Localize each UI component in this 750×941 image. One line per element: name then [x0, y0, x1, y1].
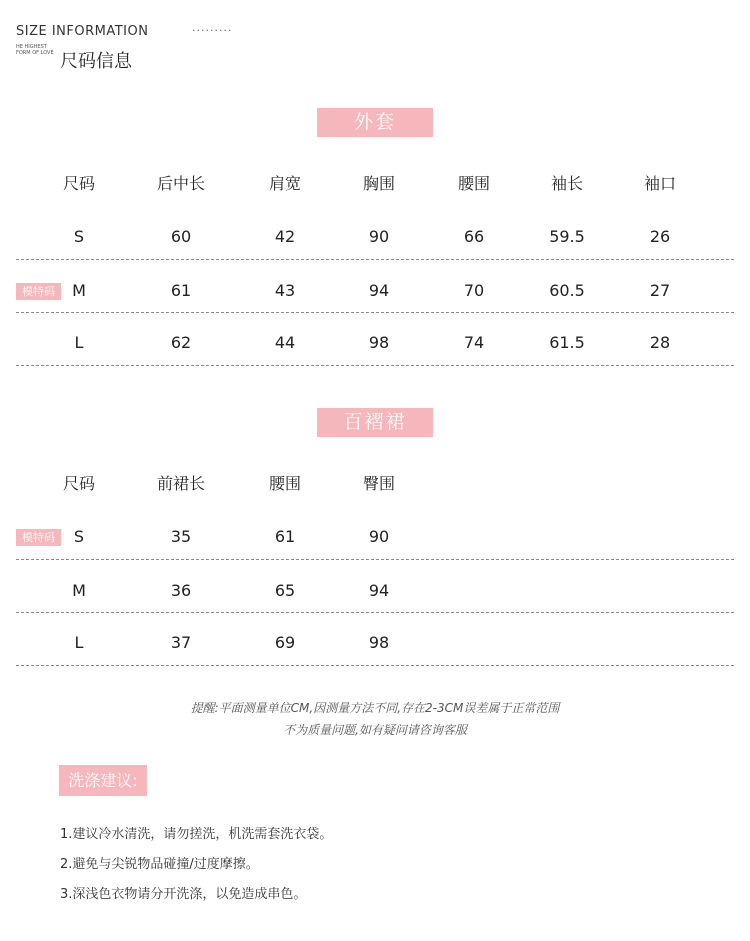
care-item-2: 2.避免与尖锐物品碰撞/过度摩擦。: [60, 857, 259, 872]
jacket-header-cell: 尺码: [62, 174, 96, 193]
jacket-cell: 74: [463, 333, 485, 352]
decorative-dots: ·········: [192, 24, 233, 37]
tagline: [16, 44, 54, 56]
skirt-header-cell: 前裙长: [156, 474, 206, 493]
jacket-header-row: [0, 170, 750, 198]
tagline-line-2: FORM OF LOVE: [16, 50, 54, 56]
skirt-row: [0, 523, 750, 551]
jacket-cell: 66: [463, 227, 485, 246]
skirt-cell: 61: [274, 527, 296, 546]
skirt-cell: M: [72, 581, 86, 600]
skirt-header-row: [0, 470, 750, 498]
skirt-cell: 35: [170, 527, 192, 546]
jacket-cell: 59.5: [549, 227, 585, 246]
section-title-cn: 尺码信息: [60, 51, 132, 72]
jacket-cell: 61.5: [549, 333, 585, 352]
jacket-row: [0, 329, 750, 357]
skirt-cell: S: [73, 527, 85, 546]
jacket-cell: 43: [274, 281, 296, 300]
jacket-cell: 98: [368, 333, 390, 352]
skirt-cell: 94: [368, 581, 390, 600]
jacket-row: [0, 277, 750, 305]
model-size-badge: 模特码: [16, 283, 61, 300]
jacket-cell: 61: [170, 281, 192, 300]
care-item-1: 1.建议冷水清洗，请勿搓洗，机洗需套洗衣袋。: [60, 827, 333, 842]
jacket-banner: 外套: [317, 108, 433, 137]
jacket-row: [0, 223, 750, 251]
jacket-cell: 62: [170, 333, 192, 352]
care-title: 洗涤建议:: [59, 765, 147, 796]
skirt-cell: 65: [274, 581, 296, 600]
jacket-divider: [16, 365, 734, 366]
jacket-cell: 27: [649, 281, 671, 300]
jacket-divider: [16, 312, 734, 313]
skirt-cell: L: [74, 633, 84, 652]
skirt-banner: 百褶裙: [317, 408, 433, 437]
jacket-cell: 60: [170, 227, 192, 246]
tagline-line-1: HE HIGHEST: [16, 44, 47, 50]
skirt-header-cell: 腰围: [268, 474, 302, 493]
jacket-cell: 70: [463, 281, 485, 300]
skirt-divider: [16, 559, 734, 560]
skirt-header-cell: 臀围: [362, 474, 396, 493]
jacket-cell: S: [73, 227, 85, 246]
jacket-header-cell: 后中长: [156, 174, 206, 193]
jacket-header-cell: 胸围: [362, 174, 396, 193]
skirt-header-cell: 尺码: [62, 474, 96, 493]
skirt-row: [0, 629, 750, 657]
skirt-cell: 36: [170, 581, 192, 600]
jacket-divider: [16, 259, 734, 260]
skirt-row: [0, 577, 750, 605]
jacket-header-cell: 腰围: [457, 174, 491, 193]
jacket-cell: L: [74, 333, 84, 352]
care-item-3: 3.深浅色衣物请分开洗涤，以免造成串色。: [60, 887, 307, 902]
skirt-divider: [16, 665, 734, 666]
jacket-cell: 42: [274, 227, 296, 246]
jacket-cell: 90: [368, 227, 390, 246]
jacket-cell: 60.5: [549, 281, 585, 300]
skirt-cell: 69: [274, 633, 296, 652]
jacket-cell: 28: [649, 333, 671, 352]
skirt-cell: 37: [170, 633, 192, 652]
skirt-cell: 98: [368, 633, 390, 652]
skirt-cell: 90: [368, 527, 390, 546]
jacket-cell: 94: [368, 281, 390, 300]
measurement-note-line-1: 提醒:平面测量单位CM,因测量方法不同,存在2-3CM误差属于正常范围: [190, 701, 560, 715]
skirt-divider: [16, 612, 734, 613]
measurement-note-line-2: 不为质量问题,如有疑问请咨询客服: [283, 723, 467, 737]
jacket-cell: 26: [649, 227, 671, 246]
jacket-header-cell: 袖长: [550, 174, 584, 193]
model-size-badge: 模特码: [16, 529, 61, 546]
jacket-header-cell: 袖口: [643, 174, 677, 193]
jacket-cell: M: [72, 281, 86, 300]
jacket-header-cell: 肩宽: [268, 174, 302, 193]
jacket-cell: 44: [274, 333, 296, 352]
section-title-en: SIZE INFORMATION: [16, 24, 149, 39]
